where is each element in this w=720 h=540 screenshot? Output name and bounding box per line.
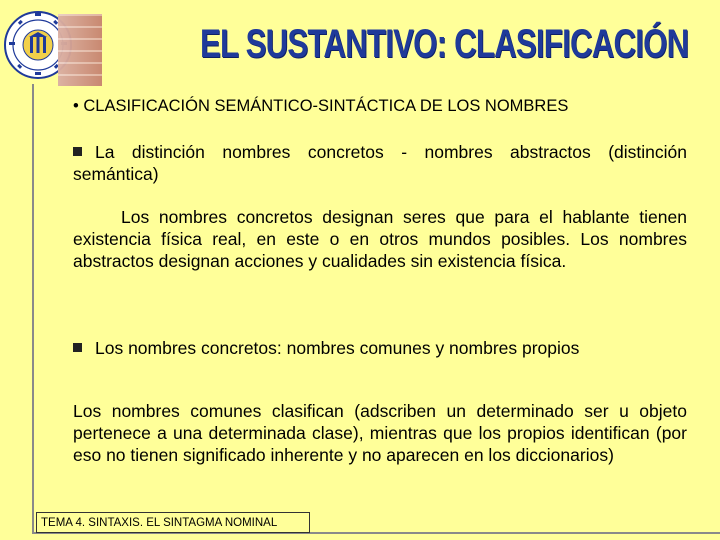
brick-wall-overlay [58, 14, 102, 86]
bullet-point-1 [73, 141, 687, 185]
slide-title: EL SUSTANTIVO: CLASIFICACIÓN [200, 22, 689, 66]
section-heading: • CLASIFICACIÓN SEMÁNTICO-SINTÁCTICA DE LOS NOMBRES [73, 97, 569, 115]
bullet-2-text: Los nombres concretos: nombres comunes y nombres propios [95, 338, 580, 358]
square-bullet-icon [73, 147, 82, 156]
bullet-1-text: La distinción nombres concretos - nombres abstractos (distinción semántica) [73, 142, 687, 184]
paragraph-2: Los nombres comunes clasifican (adscriben un determinado ser u objeto pertenece a una determinada clase), mientras que los propios identifican (por eso no tienen significado inherente y no aparecen en los diccionarios) [73, 401, 687, 465]
left-frame-line [32, 84, 34, 534]
square-bullet-icon [73, 343, 82, 352]
bullet-point-2 [73, 337, 687, 359]
footer-label: TEMA 4. SINTAXIS. EL SINTAGMA NOMINAL [36, 512, 310, 533]
paragraph-1: Los nombres concretos designan seres que para el hablante tienen existencia física real, en este o en otros mundos posibles. Los nombres abstractos designan acciones y cualidades sin existencia física. [73, 207, 687, 271]
